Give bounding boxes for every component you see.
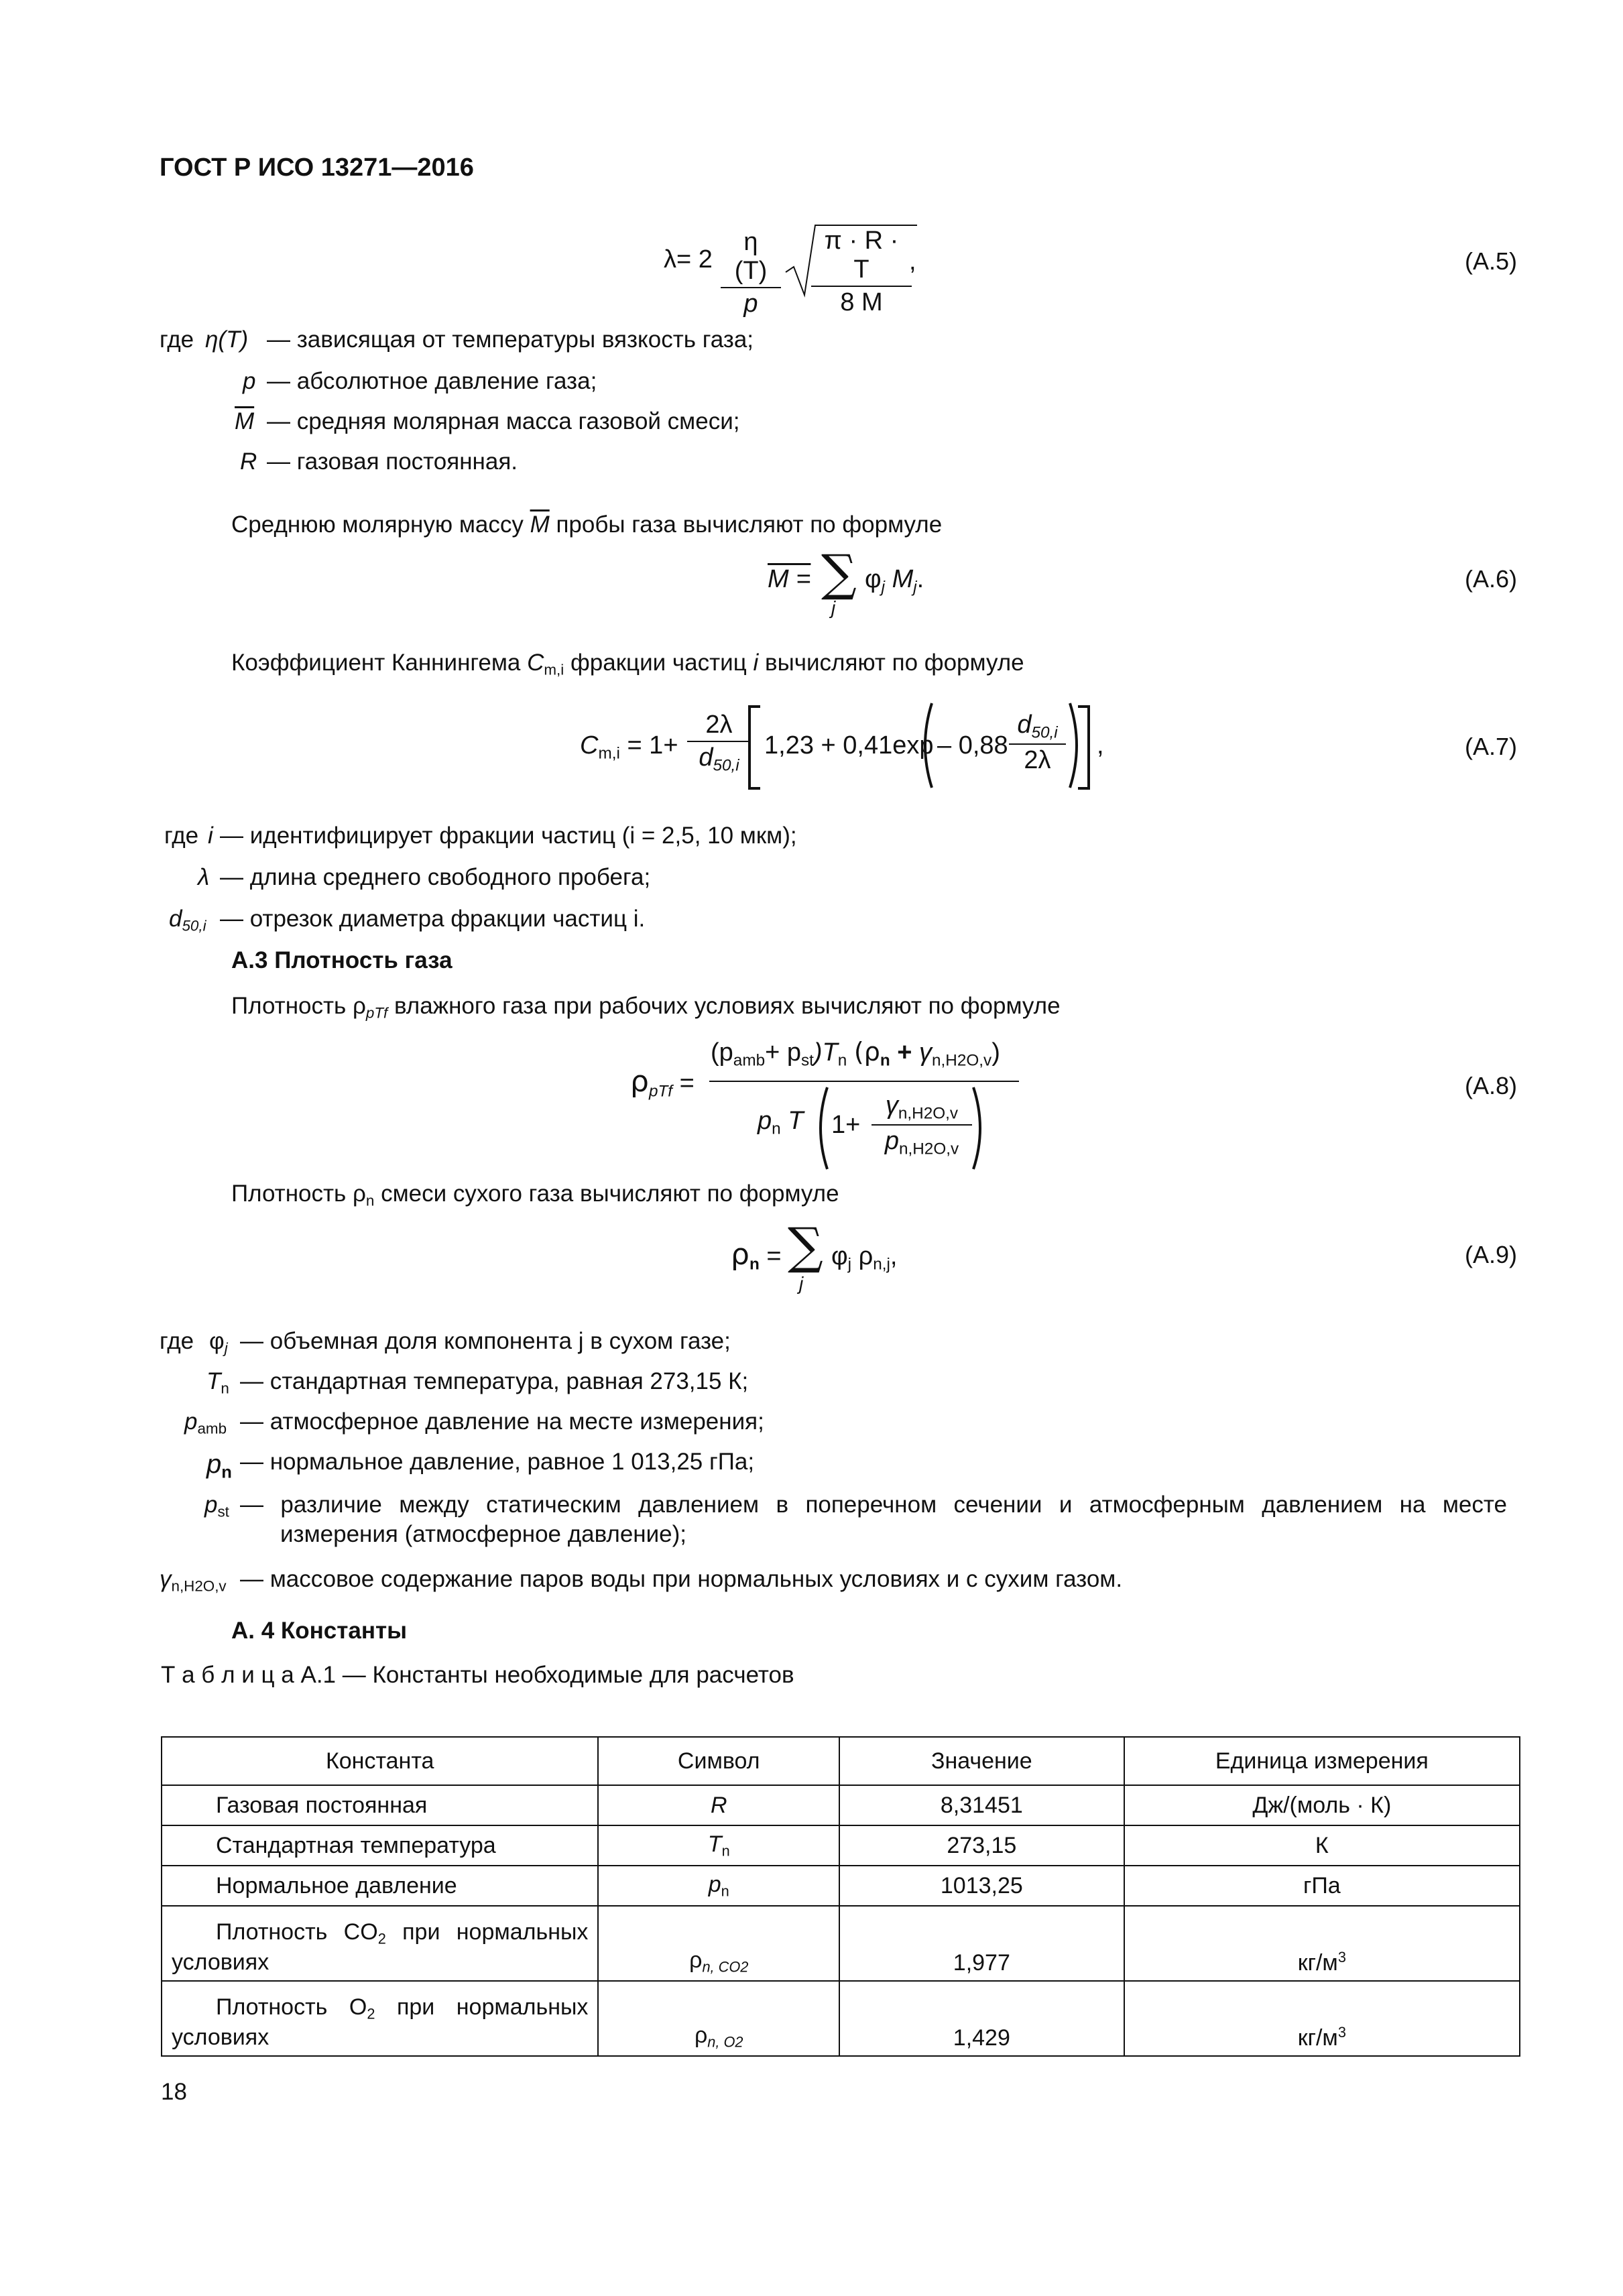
where3-item-text: — атмосферное давление на месте измерения; bbox=[240, 1408, 764, 1435]
para-symbol: i bbox=[753, 650, 759, 676]
where3-item-symbol: $p_{amb}$ bbox=[184, 1408, 227, 1437]
left-paren-icon bbox=[811, 1085, 831, 1172]
table-caption bbox=[161, 1661, 794, 1689]
para-symbol-sub: m,i bbox=[544, 661, 564, 678]
cell-value: 1,977 bbox=[839, 1906, 1124, 1981]
eq-a8-one-plus: 1+ bbox=[831, 1111, 861, 1139]
where1-item-symbol: $\overline{M}$ bbox=[235, 408, 255, 434]
constants-table bbox=[161, 1736, 1520, 2057]
section-title-a4: А. 4 Константы bbox=[231, 1618, 408, 1644]
where3-item-symbol: $\gamma_{n,H2O,v}$ bbox=[160, 1566, 227, 1595]
where1-item-text: — абсолютное давление газа; bbox=[267, 368, 597, 394]
section-title-a3: А.3 Плотность газа bbox=[231, 947, 453, 973]
where1-item-symbol: p bbox=[243, 368, 256, 394]
cell-constant: Нормальное давление bbox=[162, 1866, 598, 1906]
eq-a5-comma: , bbox=[909, 247, 916, 276]
right-paren-icon bbox=[969, 1085, 989, 1172]
para-text: Плотность ρ bbox=[231, 1181, 366, 1207]
paragraph-density: Плотность $\rho_{pTf}$ влажного газа при рабочих условиях вычисляют по формуле bbox=[231, 993, 1061, 1022]
where1-item-text: — зависящая от температуры вязкость газа; bbox=[267, 326, 754, 353]
para-text: вычисляют по формуле bbox=[765, 650, 1024, 676]
where2-item-text: — длина среднего свободного пробега; bbox=[220, 864, 651, 890]
where1-item-symbol: R bbox=[240, 448, 257, 475]
left-bracket-icon bbox=[744, 704, 764, 791]
cell-symbol: $p_n$ bbox=[598, 1866, 839, 1906]
eq-a8-inner-den: $p_{n,H2O,v}$ bbox=[884, 1127, 959, 1158]
paragraph-dry-density: Плотность $\rho_n$ смеси сухого газа вычисляют по формуле bbox=[231, 1181, 839, 1209]
table-row bbox=[162, 1906, 1520, 1981]
table-header: Значение bbox=[839, 1737, 1124, 1785]
eq-a5-denominator: p bbox=[743, 290, 758, 318]
where1-item-text: — газовая постоянная. bbox=[267, 448, 518, 475]
eq-a8-numerator: $(p_{amb}+ p_{st})T_n$ $(\rho_n + \gamma_{n,H2O,v})$ bbox=[711, 1037, 1000, 1070]
table-row bbox=[162, 1785, 1520, 1825]
eq-a7-inner1: 1,23 + 0,41exp bbox=[764, 731, 934, 760]
where3-item-text: — массовое содержание паров воды при нормальных условиях и с сухим газом. bbox=[240, 1566, 1123, 1592]
eq-a7-num2: $d_{50,i}$ bbox=[1009, 711, 1066, 745]
cell-unit: $кг/м^3$ bbox=[1124, 1906, 1520, 1981]
eq-a7-lhs: $C_{m,i} = 1+$ bbox=[580, 731, 678, 763]
where-intro: где bbox=[164, 823, 199, 849]
eq-a6-number: (А.6) bbox=[1465, 565, 1518, 593]
cell-constant: Плотность $CO_2$ при нормальных условиях bbox=[162, 1906, 598, 1981]
cell-symbol: R bbox=[598, 1785, 839, 1825]
para-text: смеси сухого газа вычисляют по формуле bbox=[381, 1181, 839, 1207]
document-header: ГОСТ Р ИСО 13271—2016 bbox=[160, 154, 474, 182]
para-text: фракции частиц bbox=[570, 650, 747, 676]
cell-value: 273,15 bbox=[839, 1825, 1124, 1866]
table-row bbox=[162, 1825, 1520, 1866]
eq-a7-fraction2 bbox=[1009, 711, 1066, 775]
eq-a8-lhs: $\rho_{pTf}$ = bbox=[630, 1065, 695, 1101]
cell-unit: Дж/(моль · К) bbox=[1124, 1785, 1520, 1825]
eq-a8-denominator: $p_n$ T bbox=[758, 1107, 804, 1138]
left-paren-icon bbox=[916, 701, 936, 791]
para-text: Плотность ρ bbox=[231, 993, 366, 1019]
eq-a8-inner-fraction bbox=[871, 1091, 972, 1159]
cell-unit: $кг/м^3$ bbox=[1124, 1981, 1520, 2056]
eq-a5-radicand-num: π · R · T bbox=[811, 227, 912, 287]
eq-a5-number: (А.5) bbox=[1465, 247, 1518, 275]
eq-a6-phi: φ bbox=[865, 565, 882, 593]
table-header: Константа bbox=[162, 1737, 598, 1785]
para-text: Среднюю молярную массу bbox=[231, 511, 524, 538]
eq-a6-index: j bbox=[831, 597, 836, 618]
cell-unit: гПа bbox=[1124, 1866, 1520, 1906]
eq-a9-index: j bbox=[799, 1273, 804, 1294]
where3-item-symbol: $T_n$ bbox=[206, 1368, 229, 1397]
where3-item-text-cont: измерения (атмосферное давление); bbox=[280, 1521, 687, 1547]
eq-a7-denominator: $d_{50,i}$ bbox=[699, 743, 739, 775]
where-intro: где bbox=[160, 326, 194, 353]
cell-constant: Газовая постоянная bbox=[162, 1785, 598, 1825]
eq-a5-lhs: λ= 2 bbox=[664, 245, 713, 274]
para-text: пробы газа вычисляют по формуле bbox=[556, 511, 943, 538]
table-header-row bbox=[162, 1737, 1520, 1785]
paragraph-cunningham bbox=[231, 649, 1024, 680]
table-header: Единица измерения bbox=[1124, 1737, 1520, 1785]
where1-item-text: — средняя молярная масса газовой смеси; bbox=[267, 408, 740, 434]
eq-a5-numerator: η (T) bbox=[721, 228, 781, 288]
paragraph-molar-mass bbox=[231, 511, 942, 539]
cell-value: 8,31451 bbox=[839, 1785, 1124, 1825]
para-symbol: $\overline{M}$ bbox=[530, 511, 550, 538]
where2-item-symbol: λ bbox=[198, 864, 210, 890]
table-caption-label: Т а б л и ц а bbox=[161, 1662, 294, 1688]
table-row bbox=[162, 1866, 1520, 1906]
eq-a7-inner2: – 0,88 bbox=[937, 731, 1008, 760]
eq-a7-fraction bbox=[687, 711, 751, 775]
where3-item-text: — объемная доля компонента j в сухом газе; bbox=[240, 1328, 731, 1354]
cell-symbol: $\rho_{n, CO2}$ bbox=[598, 1906, 839, 1981]
where2-item-symbol: $d_{50,i}$ bbox=[169, 906, 206, 934]
page-number: 18 bbox=[161, 2079, 187, 2105]
eq-a6-body: $\varphi_j$ $M_j$. bbox=[865, 565, 924, 597]
cell-symbol: $T_n$ bbox=[598, 1825, 839, 1866]
eq-a9-number: (А.9) bbox=[1465, 1241, 1518, 1268]
where2-item-symbol: i bbox=[208, 823, 213, 849]
where3-item-symbol: $p_{st}$ bbox=[204, 1492, 229, 1520]
para-text: влажного газа при рабочих условиях вычисляют по формуле bbox=[394, 993, 1061, 1019]
cell-symbol: $\rho_{n, O2}$ bbox=[598, 1981, 839, 2056]
para-text: Коэффициент Каннингема bbox=[231, 650, 521, 676]
cell-constant: Стандартная температура bbox=[162, 1825, 598, 1866]
eq-a7-numerator: 2λ bbox=[687, 711, 751, 742]
para-symbol: C bbox=[527, 650, 544, 676]
where3-item-symbol: $\varphi_j$ bbox=[209, 1328, 228, 1357]
table-header: Символ bbox=[598, 1737, 839, 1785]
eq-a6-lhs: M = bbox=[768, 565, 811, 593]
eq-a9-lhs: $\rho_n$ = bbox=[731, 1237, 782, 1274]
cell-unit: К bbox=[1124, 1825, 1520, 1866]
table-caption-text: А.1 — Константы необходимые для расчетов bbox=[300, 1662, 794, 1688]
eq-a8-fraction-bar bbox=[709, 1081, 1019, 1082]
eq-a7-comma: , bbox=[1097, 731, 1104, 760]
eq-a5-radicand bbox=[811, 227, 912, 317]
where-intro: где bbox=[160, 1328, 194, 1354]
cell-value: 1,429 bbox=[839, 1981, 1124, 2056]
right-bracket-icon bbox=[1074, 704, 1094, 791]
eq-a8-number: (А.8) bbox=[1465, 1072, 1518, 1099]
eq-a5-fraction bbox=[721, 228, 781, 318]
eq-a7-number: (А.7) bbox=[1465, 733, 1518, 760]
cell-value: 1013,25 bbox=[839, 1866, 1124, 1906]
where1-item-symbol: η(T) bbox=[205, 326, 249, 353]
sum-sign-icon: ∑ bbox=[788, 1217, 823, 1275]
where3-item-text: — нормальное давление, равное 1 013,25 гПа; bbox=[240, 1449, 755, 1475]
where3-item-text: — стандартная температура, равная 273,15 К; bbox=[240, 1368, 749, 1394]
eq-a5-radicand-den: 8 M bbox=[840, 288, 883, 316]
where2-item-text: — идентифицирует фракции частиц (i = 2,5, 10 мкм); bbox=[220, 823, 797, 849]
sum-sign-icon: ∑ bbox=[821, 544, 857, 602]
eq-a7-den2: 2λ bbox=[1024, 746, 1051, 775]
eq-a9-body: $\varphi_j$ $\rho_{n,j}$, bbox=[831, 1242, 898, 1274]
eq-a8-inner-num: $\gamma_{n,H2O,v}$ bbox=[871, 1091, 972, 1126]
where2-item-text: — отрезок диаметра фракции частиц i. bbox=[220, 906, 646, 932]
cell-constant: Плотность $O_2$ при нормальных условиях bbox=[162, 1981, 598, 2056]
where3-item-text: — различие между статическим давлением в поперечном сечении и атмосферным давлением на месте bbox=[240, 1492, 1507, 1518]
where3-item-symbol: $p_n$ bbox=[206, 1449, 232, 1482]
table-row bbox=[162, 1981, 1520, 2056]
